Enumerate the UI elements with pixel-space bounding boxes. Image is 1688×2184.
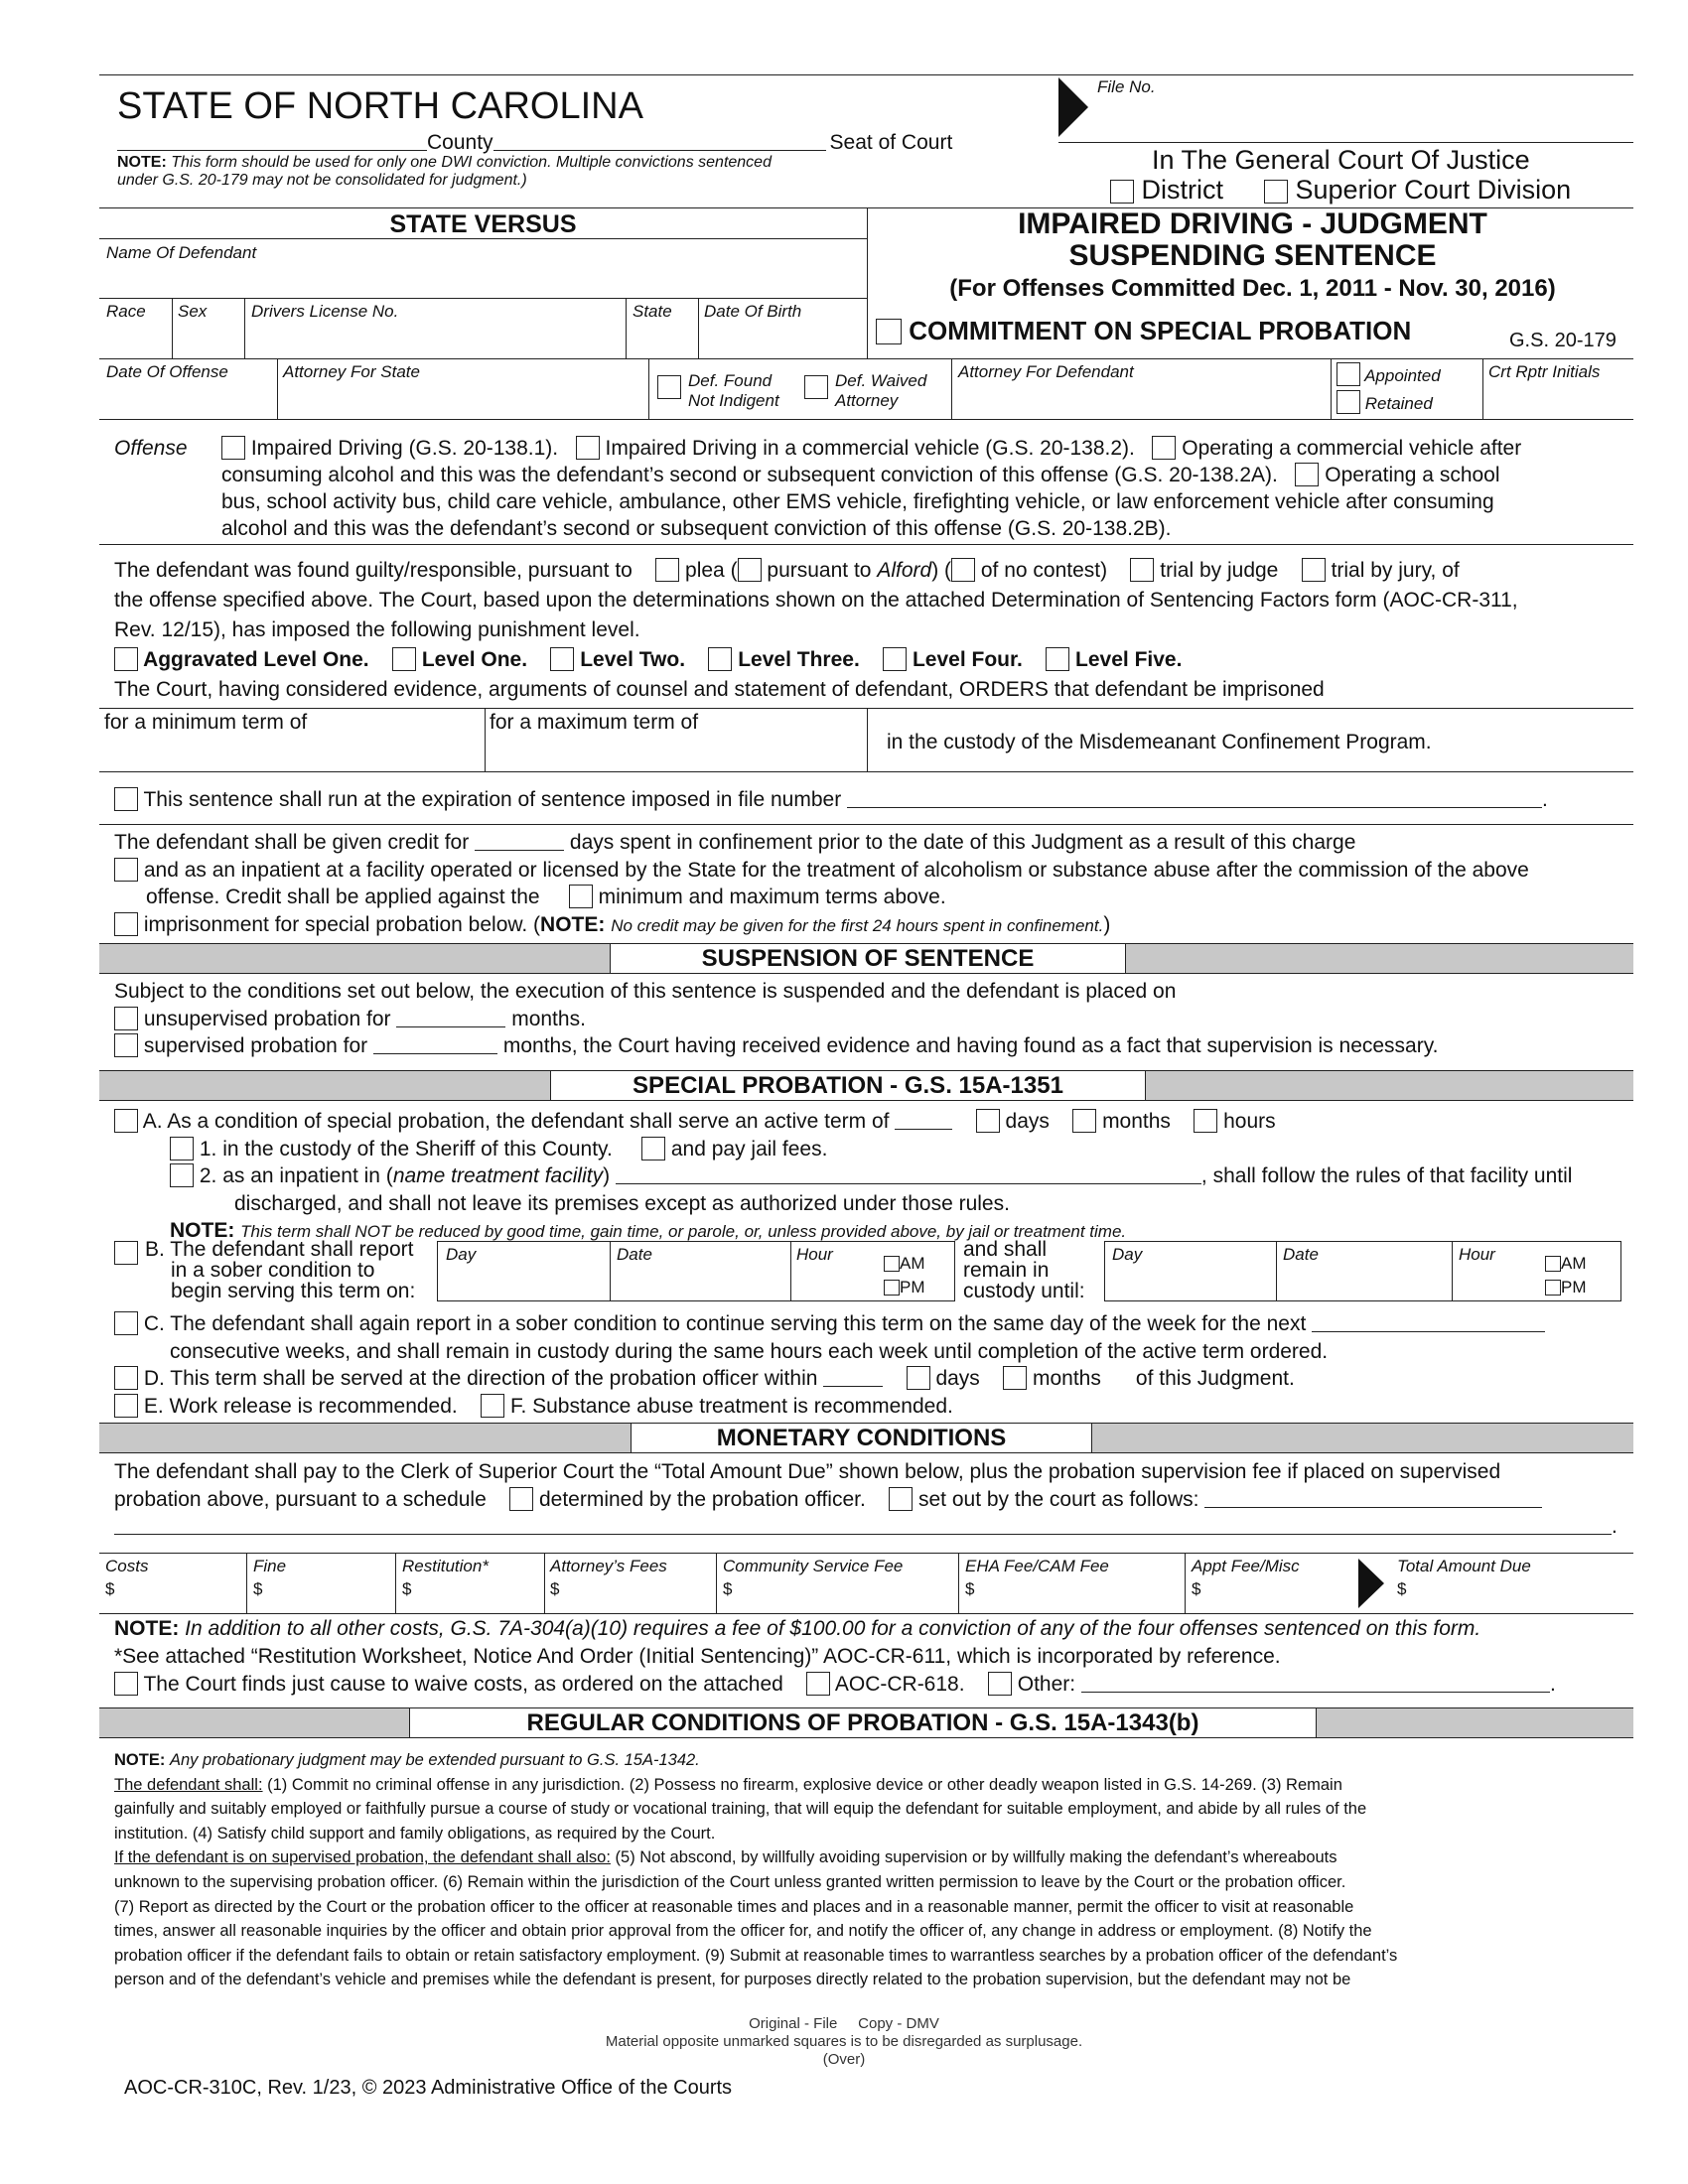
special-c-checkbox[interactable] — [114, 1311, 138, 1335]
appointed-checkbox[interactable]: Appointed — [1336, 362, 1441, 386]
aggravated-level-one-checkbox[interactable] — [114, 647, 138, 671]
not-indigent-label: Def. Found Not Indigent — [688, 371, 779, 410]
probation-officer-schedule-checkbox[interactable] — [509, 1487, 533, 1511]
total-amount-due-field[interactable]: Total Amount Due $ — [1397, 1557, 1531, 1598]
unsupervised-checkbox[interactable] — [114, 1007, 138, 1030]
report-hour-field[interactable]: Hour — [796, 1245, 833, 1264]
special-cdef: C. The defendant shall again report in a sober condition to continue serving this term on the same day of the week for the next consecutive weeks, and shall remain in custody during the same hours each week until completion of the active term ordered. D. This term shall be served at the direction of the probation officer within days months of this Judgment. E. Work release is recommended. F. Substance abuse treatment is recommended. — [114, 1310, 1545, 1420]
monetary-band — [99, 1423, 1633, 1453]
level-one-checkbox[interactable] — [392, 647, 416, 671]
release-pm-checkbox[interactable]: PM — [1545, 1278, 1587, 1297]
inpatient-credit-checkbox[interactable] — [114, 858, 138, 882]
special-a-checkbox[interactable] — [114, 1109, 138, 1133]
level-four-checkbox[interactable] — [883, 647, 907, 671]
offense-2-checkbox[interactable] — [576, 436, 600, 460]
release-am-checkbox[interactable]: AM — [1545, 1254, 1587, 1274]
regular-conditions-text: NOTE: Any probationary judgment may be extended pursuant to G.S. 15A-1342. The defendant shall: (1) Commit no criminal offense in any jurisdiction. (2) Possess no firearm, explosive device or other deadly weapon listed in G.S. 14-269. (3) Remain gainfully and suitably employed or faithfully pursue a course of study or vocational training, that will equip the defendant for suitable employment, and abide by all rules of the institution. (4) Satisfy child support and family obligations, as required by the Court. If the defendant is on supervised probation, the defendant shall also: (5) Not abscond, by willfully avoiding supervision or by willfully making the defendant’s whereabouts unknown to the supervising probation officer. (6) Remain within the jurisdiction of the Court unless granted written permission to leave by the Court or the probation officer. (7) Report as directed by the Court or the probation officer to the officer at reasonable times and places and in a reasonable manner, permit the officer to visit at reasonable times, answer all reasonable inquiries by the officer and obtain prior approval from the officer for, and notify the officer of, any change in address or employment. (8) Notify the probation officer if the defendant fails to obtain or retain satisfactory employment. (9) Submit at reasonable times to warrantless searches by a probation officer of the defendant’s person and of the defendant’s vehicle and premises while the defendant is present, for purposes directly related to the probation supervision, but the defendant may not be — [114, 1751, 1398, 1989]
report-am-checkbox[interactable]: AM — [884, 1254, 925, 1274]
form-subtitle: (For Offenses Committed Dec. 1, 2011 - Nov. 30, 2016) — [949, 275, 1556, 302]
state-title: STATE OF NORTH CAROLINA — [117, 85, 643, 127]
credit-section: The defendant shall be given credit for days spent in confinement prior to the date of this Judgment as a result of this charge and as an inpatient at a facility operated or licensed by the State for the treatment of alcoholism or substance abuse after the commission of the above offense. Credit shall be applied against the minimum and maximum terms above. imprisonment for special probation below. (NOTE: No credit may be given for the first 24 hours spent in confinement.) — [114, 831, 1529, 936]
substance-abuse-checkbox[interactable] — [481, 1394, 504, 1418]
eha-fee-field[interactable]: EHA Fee/CAM Fee $ — [965, 1557, 1109, 1598]
offense-4-checkbox[interactable] — [1295, 463, 1319, 486]
monetary-title: MONETARY CONDITIONS — [631, 1423, 1092, 1453]
court-schedule-checkbox[interactable] — [889, 1487, 913, 1511]
county-field[interactable]: County Seat of Court — [117, 131, 952, 155]
special-b-label: B. The defendant shall report in a sober condition to begin serving this term on: — [145, 1238, 416, 1302]
special-d-checkbox[interactable] — [114, 1366, 138, 1390]
attorney-fees-field[interactable]: Attorney’s Fees $ — [550, 1557, 667, 1598]
release-date-field[interactable]: Date — [1283, 1245, 1319, 1264]
court-reporter-field[interactable]: Crt Rptr Initials — [1488, 362, 1601, 381]
offense-date-field[interactable]: Date Of Offense — [106, 362, 228, 381]
suspension-title: SUSPENSION OF SENTENCE — [610, 943, 1126, 974]
offense-3-checkbox[interactable] — [1152, 436, 1176, 460]
appt-fee-field[interactable]: Appt Fee/Misc $ — [1192, 1557, 1300, 1598]
special-a: A. As a condition of special probation, the defendant shall serve an active term of days months hours 1. in the custody of the Sheriff of this County. and pay jail fees. 2. as an inpatient in (name treatment facility) , shall follow the rules of that facility until discharged, and shall not leave its premises except as authorized under those rules. NOTE: This term shall NOT be reduced by good time, gain time, or parole, or, unless provided above, by jail or treatment time. — [114, 1108, 1572, 1246]
trial-judge-checkbox[interactable] — [1130, 558, 1154, 582]
state-field[interactable]: State — [633, 302, 672, 321]
community-service-fee-field[interactable]: Community Service Fee $ — [723, 1557, 904, 1598]
gs-reference: G.S. 20-179 — [1509, 330, 1617, 351]
monetary-notes: NOTE: In addition to all other costs, G.S. 7A-304(a)(10) requires a fee of $100.00 for a conviction of any of the four offenses sentenced on this form. *See attached “Restitution Worksheet, Notice And Order (Initial Sentencing)” AOC-CR-611, which is incorporated by reference. The Court finds just cause to waive costs, as ordered on the attached AOC-CR-618. Other: . — [114, 1617, 1556, 1696]
report-pm-checkbox[interactable]: PM — [884, 1278, 925, 1297]
offense-1-checkbox[interactable] — [221, 436, 245, 460]
remain-label: and shall remain in custody until: — [963, 1238, 1085, 1302]
defendant-name-field[interactable]: Name Of Defendant — [106, 243, 257, 262]
level-five-checkbox[interactable] — [1046, 647, 1069, 671]
custody-text: in the custody of the Misdemeanant Confinement Program. — [887, 731, 1432, 753]
alford-checkbox[interactable] — [738, 558, 762, 582]
term-months-checkbox[interactable] — [1072, 1109, 1096, 1133]
term-days-checkbox[interactable] — [976, 1109, 1000, 1133]
sex-field[interactable]: Sex — [178, 302, 208, 321]
monetary-section: The defendant shall pay to the Clerk of Superior Court the “Total Amount Due” shown below, plus the probation supervision fee if placed on supervised probation above, pursuant to a schedule determined by the probation officer. set out by the court as follows: . — [114, 1460, 1618, 1538]
guilt-section: The defendant was found guilty/responsible, pursuant to plea ( pursuant to Alford) ( of no contest) trial by judge trial by jury, of the offense specified above. The Court, based upon the determinations shown on the attached Determination of Sentencing Factors form (AOC-CR-311, Rev. 12/15), has imposed the following punishment level. Aggravated Level One. Level One. Level Two. Level Three. Level Four. Level Five. The Court, having considered evidence, arguments of counsel and statement of defendant, ORDERS that defendant be imprisoned — [114, 559, 1518, 701]
release-day-field[interactable]: Day — [1112, 1245, 1143, 1264]
release-hour-field[interactable]: Hour — [1459, 1245, 1495, 1264]
special-probation-title: SPECIAL PROBATION - G.S. 15A-1351 — [550, 1070, 1146, 1101]
dob-field[interactable]: Date Of Birth — [704, 302, 802, 321]
total-arrow-icon — [1358, 1559, 1384, 1608]
release-table — [1104, 1241, 1621, 1301]
regular-conditions-band — [99, 1707, 1633, 1738]
minimum-term-field[interactable]: for a minimum term of — [104, 711, 308, 734]
header-note: NOTE: This form should be used for only one DWI conviction. Multiple convictions sentenced under G.S. 20-179 may not be consolidated for judgment.) — [117, 154, 772, 189]
commitment-checkbox[interactable]: COMMITMENT ON SPECIAL PROBATION — [876, 316, 1411, 346]
report-day-field[interactable]: Day — [446, 1245, 477, 1264]
level-three-checkbox[interactable] — [708, 647, 732, 671]
suspension-band — [99, 943, 1633, 974]
attorney-state-field[interactable]: Attorney For State — [283, 362, 420, 381]
special-probation-band — [99, 1070, 1633, 1101]
maximum-term-field[interactable]: for a maximum term of — [490, 711, 699, 734]
form-number: AOC-CR-310C, Rev. 1/23, © 2023 Administrative Office of the Courts — [124, 2077, 733, 2099]
within-months-checkbox[interactable] — [1003, 1366, 1027, 1390]
suspension-section: Subject to the conditions set out below, the execution of this sentence is suspended and the defendant is placed on unsupervised probation for months. supervised probation for months, the Court having received evidence and having found as a fact that supervision is necessary. — [114, 980, 1439, 1057]
court-name: In The General Court Of Justice — [1152, 145, 1530, 175]
state-versus: STATE VERSUS — [389, 210, 577, 238]
superior-checkbox[interactable]: Superior Court Division — [1264, 175, 1571, 205]
offense-label: Offense — [114, 437, 188, 460]
work-release-checkbox[interactable] — [114, 1394, 138, 1418]
within-days-checkbox[interactable] — [907, 1366, 930, 1390]
district-checkbox[interactable]: District — [1110, 175, 1223, 205]
not-indigent-checkbox[interactable] — [657, 375, 681, 400]
plea-checkbox[interactable] — [655, 558, 679, 582]
file-no-label: File No. — [1097, 77, 1156, 96]
regular-conditions-title: REGULAR CONDITIONS OF PROBATION - G.S. 15A-1343(b) — [409, 1707, 1317, 1738]
consecutive-sentence-checkbox[interactable]: This sentence shall run at the expiration of sentence imposed in file number . — [114, 787, 1548, 812]
credit-days-field[interactable] — [475, 831, 564, 851]
special-probation-credit-checkbox[interactable] — [114, 912, 138, 936]
drivers-license-field[interactable]: Drivers License No. — [251, 302, 399, 321]
file-arrow-icon — [1058, 77, 1088, 137]
no-contest-checkbox[interactable] — [951, 558, 975, 582]
special-b-checkbox[interactable] — [114, 1241, 138, 1266]
level-two-checkbox[interactable] — [550, 647, 574, 671]
other-checkbox[interactable] — [988, 1672, 1012, 1696]
restitution-field[interactable]: Restitution* $ — [402, 1557, 489, 1598]
inpatient-checkbox[interactable] — [170, 1163, 194, 1187]
supervised-checkbox[interactable] — [114, 1033, 138, 1057]
race-field[interactable]: Race — [106, 302, 146, 321]
min-max-credit-checkbox[interactable] — [569, 885, 593, 908]
retained-checkbox[interactable]: Retained — [1336, 390, 1433, 414]
waive-costs-checkbox[interactable] — [114, 1672, 138, 1696]
offense-section: Offense Impaired Driving (G.S. 20-138.1). Impaired Driving in a commercial vehicle (G.S. 20-138.2). Operating a commercial vehicle after consuming alcohol and this was the defendant’s second or subsequent conviction of this offense (G.S. 20-138.2A). Operating a school bus, school activity bus, child care vehicle, ambulance, other EMS vehicle, firefighting vehicle, or law enforcement vehicle after consuming alcohol and this was the defendant’s second or subsequent conviction of this offense (G.S. 20-138.2B). — [114, 437, 1522, 540]
waived-attorney-checkbox[interactable] — [804, 375, 828, 400]
waived-attorney-label: Def. Waived Attorney — [835, 371, 927, 410]
report-table — [437, 1241, 955, 1301]
report-date-field[interactable]: Date — [617, 1245, 652, 1264]
sheriff-custody-checkbox[interactable] — [170, 1137, 194, 1160]
fine-field[interactable]: Fine $ — [253, 1557, 287, 1598]
form-title: IMPAIRED DRIVING - JUDGMENT SUSPENDING SENTENCE — [1018, 207, 1487, 272]
footer-copies: Original - File Copy - DMV Material opposite unmarked squares is to be disregarded as surplusage. (Over) — [605, 2015, 1083, 2068]
costs-field[interactable]: Costs $ — [105, 1557, 149, 1598]
jail-fees-checkbox[interactable] — [641, 1137, 665, 1160]
aoc-cr-618-checkbox[interactable] — [806, 1672, 830, 1696]
attorney-defendant-field[interactable]: Attorney For Defendant — [958, 362, 1134, 381]
term-hours-checkbox[interactable] — [1194, 1109, 1217, 1133]
trial-jury-checkbox[interactable] — [1302, 558, 1326, 582]
